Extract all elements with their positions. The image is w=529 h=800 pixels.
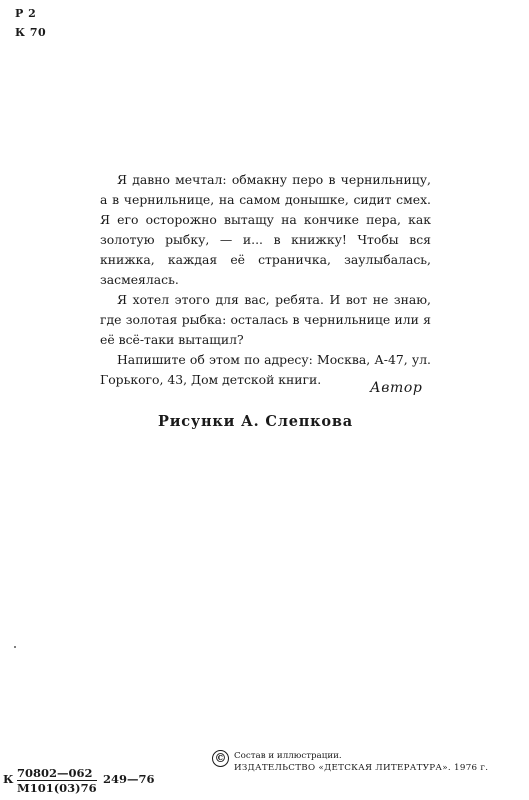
index-fraction: [17, 766, 97, 795]
illustrator-credit: Рисунки А. Слепкова: [158, 413, 353, 430]
copyright-icon: ©: [212, 750, 229, 767]
index-numerator: 70802—062: [17, 766, 97, 781]
index-denominator: М101(03)76: [17, 781, 97, 795]
copyright-notice: [234, 751, 488, 774]
classification-code: [15, 4, 46, 42]
preface-paragraph-3: Напишите об этом по адресу: Москва, А-47, ул. Горького, 43, Дом детской книги.: [100, 352, 431, 387]
preface-paragraph-1: Я давно мечтал: обмакну перо в чернильницу, а в чернильнице, на самом донышке, сидит смех. Я его осторожно вытащу на кончике пера, как золотую рыбку, — и... в книжку! Чтобы вся книжка, каждая её страничка, заулыбалась, засмеялась.: [100, 172, 431, 287]
author-signature: Автор: [370, 380, 423, 396]
print-speck: [14, 646, 16, 648]
index-suffix: 249—76: [103, 772, 155, 786]
classification-line-2: К 70: [15, 26, 47, 39]
index-letter: К: [3, 772, 14, 786]
copyright-line-1: Состав и иллюстрации.: [234, 751, 342, 761]
classification-line-1: Р 2: [15, 7, 37, 20]
preface-text: [100, 170, 431, 390]
copyright-line-2: ИЗДАТЕЛЬСТВО «ДЕТСКАЯ ЛИТЕРАТУРА». 1976 г.: [234, 762, 489, 773]
preface-paragraph-2: Я хотел этого для вас, ребята. И вот не знаю, где золотая рыбка: осталась в чернильнице или я её всё-таки вытащил?: [100, 292, 431, 347]
